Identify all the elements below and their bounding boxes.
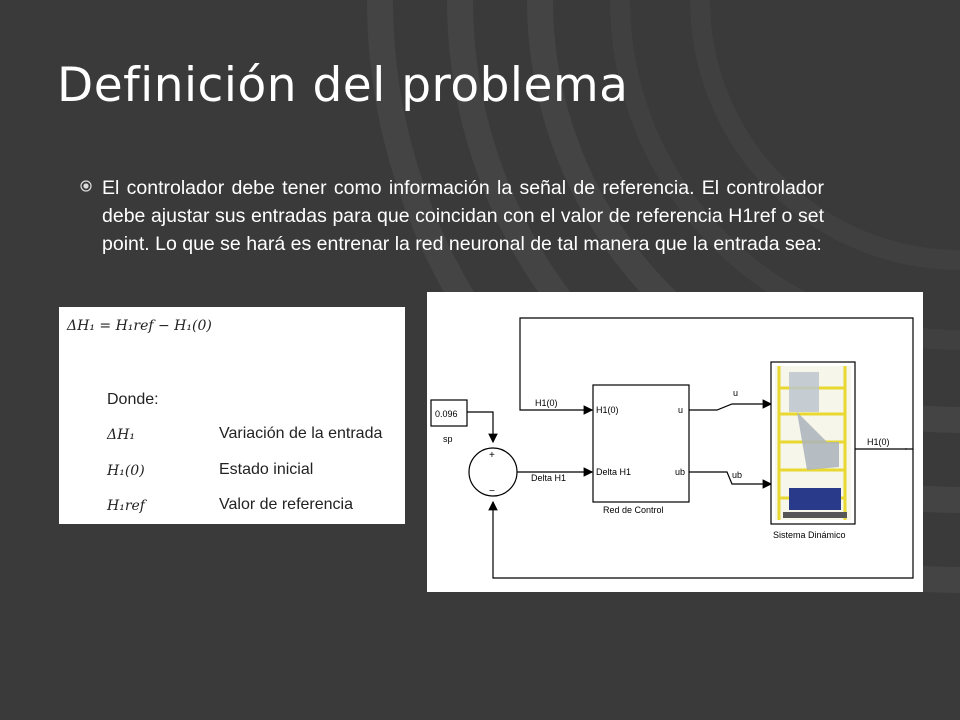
plant-label: Sistema Dinámico [773, 530, 846, 540]
sp-label: sp [443, 434, 453, 444]
controller-input: Delta H1 [596, 467, 632, 477]
legend-donde: Donde: [107, 391, 159, 408]
plant-block [771, 362, 855, 524]
legend-symbol: ΔH₁ [107, 427, 135, 443]
legend-symbol: H₁ref [107, 498, 145, 514]
legend-description: Estado inicial [219, 461, 314, 478]
controller-output: ub [675, 467, 686, 477]
bullet-circle-icon [80, 180, 92, 192]
controller-label: Red de Control [603, 505, 664, 515]
sp-value: 0.096 [435, 409, 458, 419]
block-diagram-svg [427, 292, 923, 592]
signal-label: H1(0) [535, 398, 558, 408]
equation-legend-image [59, 307, 405, 524]
controller-block [593, 385, 689, 502]
signal-label: Delta H1 [531, 473, 567, 483]
equation: ΔH₁ = H₁ref − H₁(0) [67, 318, 212, 334]
slide-title: Definición del problema [57, 58, 629, 113]
ub-line [689, 472, 771, 484]
bullet-item [80, 174, 824, 258]
sp-line [466, 412, 493, 442]
controller-input: H1(0) [596, 405, 619, 415]
sum-minus: − [489, 486, 495, 497]
signal-label: ub [732, 470, 743, 480]
controller-output: u [678, 405, 684, 415]
legend-description: Variación de la entrada [219, 425, 383, 442]
output-label: H1(0) [867, 437, 890, 447]
signal-label: u [733, 388, 739, 398]
sum-plus: + [489, 450, 495, 461]
u-line [689, 404, 771, 410]
control-block-diagram [427, 292, 923, 592]
legend-description: Valor de referencia [219, 496, 353, 513]
legend-symbol: H₁(0) [107, 463, 145, 479]
bullet-text: El controlador debe tener como información la señal de referencia. El controlador debe ajustar sus entradas para que coincidan con el valor de referencia H1ref o set point. Lo que se hará es entrenar la red neuronal de tal manera que la entrada sea: [102, 177, 824, 255]
